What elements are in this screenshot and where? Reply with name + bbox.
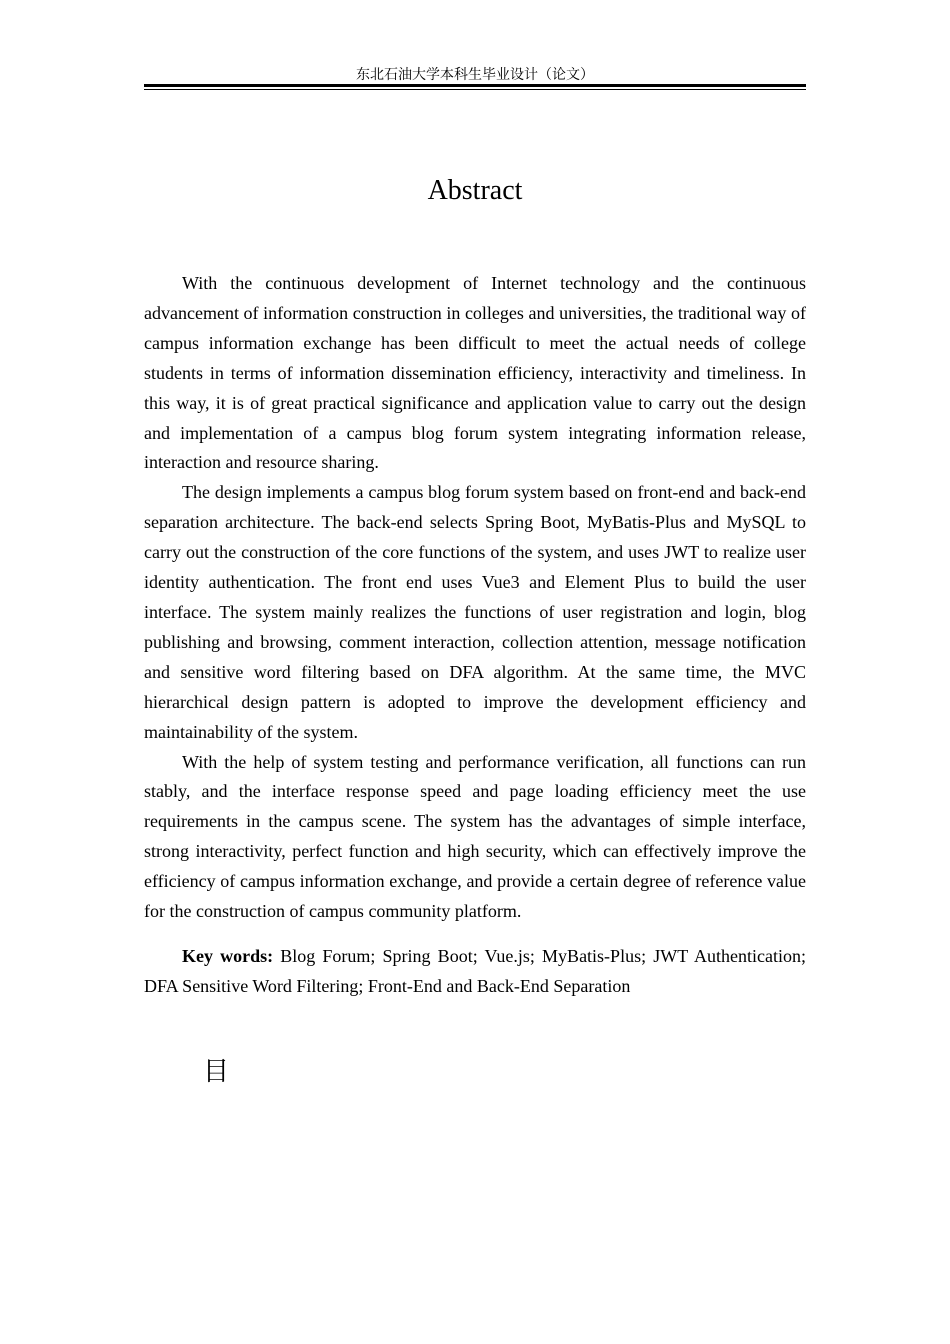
abstract-paragraph-2: The design implements a campus blog forum system based on front-end and back-end separation architecture. The back-end selects Spring Boot, MyBatis-Plus and MySQL to carry out the construction of the core functions of the system, and uses JWT to realize user identity authentication. The front end uses Vue3 and Element Plus to build the user interface. The system mainly realizes the functions of user registration and login, blog publishing and browsing, comment interaction, collection attention, message notification and sensitive word filtering based on DFA algorithm. At the same time, the MVC hierarchical design pattern is adopted to improve the development efficiency and maintainability of the system. xyxy=(144,482,806,742)
abstract-body xyxy=(144,269,806,1002)
toc-heading-fragment: 目 xyxy=(203,1057,230,1087)
keywords-paragraph xyxy=(144,942,806,1002)
header-rule-thin xyxy=(144,89,806,90)
page-header-title: 东北石油大学本科生毕业设计（论文） xyxy=(356,68,594,83)
abstract-paragraph-3: With the help of system testing and performance verification, all functions can run stably, and the interface response speed and page loading efficiency meet the use requirements in the campus scene. The system has the advantages of simple interface, strong interactivity, perfect function and high security, which can effectively improve the efficiency of campus information exchange, and provide a certain degree of reference value for the construction of campus community platform. xyxy=(144,751,806,922)
keywords-label: Key words: xyxy=(182,945,274,966)
header-rule-thick xyxy=(144,84,806,87)
abstract-paragraph-1: With the continuous development of Internet technology and the continuous advancement of information construction in colleges and universities, the traditional way of campus information exchange has been difficult to meet the actual needs of college students in terms of information dissemination efficiency, interactivity and timeliness. In this way, it is of great practical significance and application value to carry out the design and implementation of a campus blog forum system integrating information release, interaction and resource sharing. xyxy=(144,273,806,473)
abstract-heading: Abstract xyxy=(427,175,523,206)
keywords-text: Blog Forum; Spring Boot; Vue.js; MyBatis-Plus; JWT Authentication; DFA Sensitive Word Filtering; Front-End and Back-End Separation xyxy=(144,945,806,996)
